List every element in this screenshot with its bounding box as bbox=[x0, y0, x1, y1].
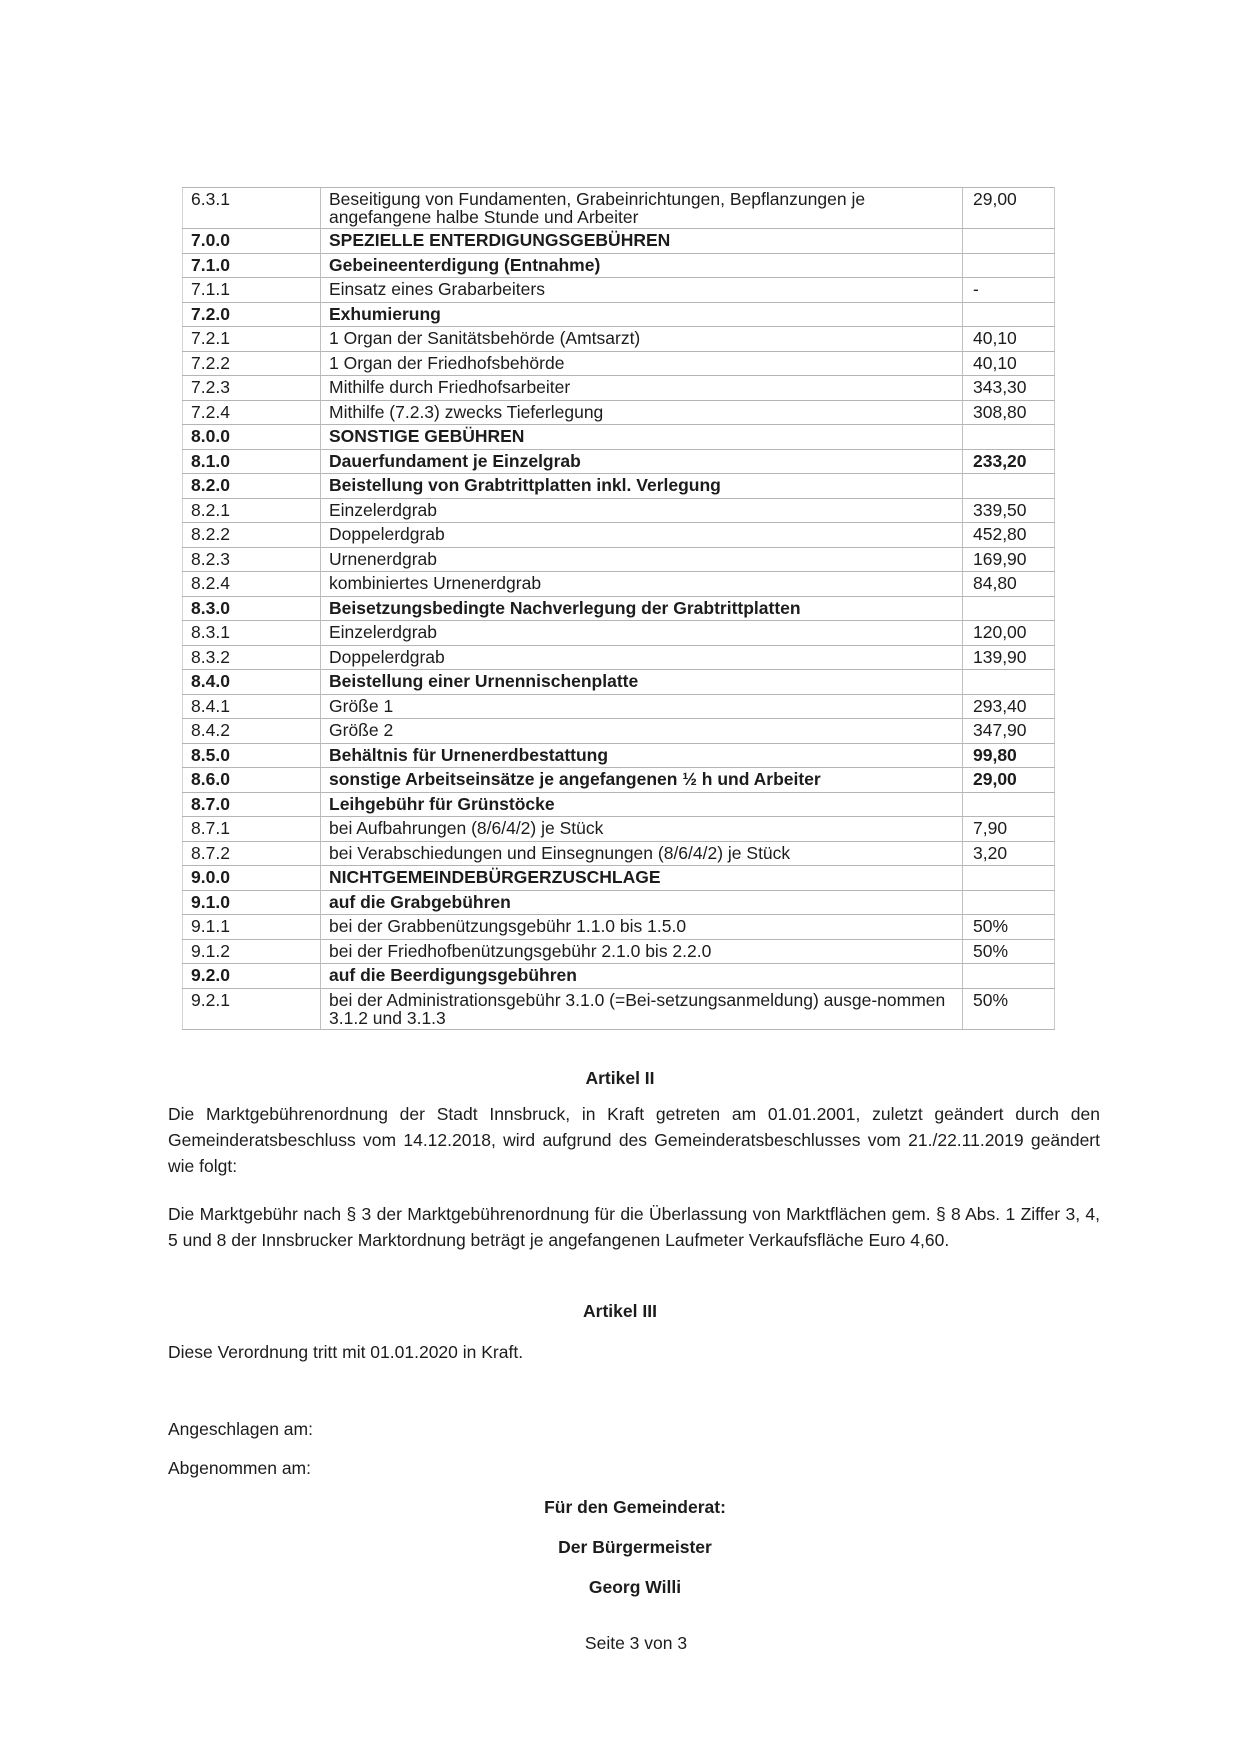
fee-amount: 99,80 bbox=[963, 743, 1055, 768]
fee-description: 1 Organ der Friedhofsbehörde bbox=[321, 351, 963, 376]
artikel-2-paragraph-1: Die Marktgebührenordnung der Stadt Innsbruck, in Kraft getreten am 01.01.2001, zuletzt geändert durch den Gemeinderatsbeschluss vom 14.12.2018, wird aufgrund des Gemeinderatsbeschlusses vom 21./22.11.2019 geändert wie folgt: bbox=[168, 1104, 1100, 1176]
fee-amount bbox=[963, 253, 1055, 278]
fee-description: Behältnis für Urnenerdbestattung bbox=[321, 743, 963, 768]
fee-code: 8.3.1 bbox=[183, 621, 321, 646]
fee-code: 9.1.0 bbox=[183, 890, 321, 915]
fee-amount bbox=[963, 596, 1055, 621]
fee-amount bbox=[963, 866, 1055, 891]
artikel-3-text: Diese Verordnung tritt mit 01.01.2020 in Kraft. bbox=[168, 1342, 524, 1362]
fee-description: Mithilfe (7.2.3) zwecks Tieferlegung bbox=[321, 400, 963, 425]
fee-description: Doppelerdgrab bbox=[321, 645, 963, 670]
fee-description: Exhumierung bbox=[321, 302, 963, 327]
fee-description: Gebeineenterdigung (Entnahme) bbox=[321, 253, 963, 278]
signature-name: Georg Willi bbox=[588, 1577, 682, 1597]
fee-code: 7.2.4 bbox=[183, 400, 321, 425]
signature-council: Für den Gemeinderat: bbox=[544, 1497, 726, 1517]
fee-amount bbox=[963, 670, 1055, 695]
fee-amount: 169,90 bbox=[963, 547, 1055, 572]
fee-code: 8.1.0 bbox=[183, 449, 321, 474]
fee-amount bbox=[963, 425, 1055, 450]
fee-row bbox=[183, 915, 1055, 940]
fee-code: 9.0.0 bbox=[183, 866, 321, 891]
fee-amount: 29,00 bbox=[963, 768, 1055, 793]
fee-row bbox=[183, 229, 1055, 254]
fee-row bbox=[183, 988, 1055, 1029]
fee-amount bbox=[963, 964, 1055, 989]
fee-amount: 452,80 bbox=[963, 523, 1055, 548]
fee-description: bei Aufbahrungen (8/6/4/2) je Stück bbox=[321, 817, 963, 842]
fee-code: 7.2.1 bbox=[183, 327, 321, 352]
fee-amount: 7,90 bbox=[963, 817, 1055, 842]
fee-code: 8.6.0 bbox=[183, 768, 321, 793]
fee-row bbox=[183, 890, 1055, 915]
fee-row bbox=[183, 327, 1055, 352]
fee-description: kombiniertes Urnenerdgrab bbox=[321, 572, 963, 597]
fee-amount: 347,90 bbox=[963, 719, 1055, 744]
fee-amount bbox=[963, 229, 1055, 254]
artikel-3-heading: Artikel III bbox=[583, 1301, 657, 1321]
fee-code: 8.7.1 bbox=[183, 817, 321, 842]
fee-description: auf die Beerdigungsgebühren bbox=[321, 964, 963, 989]
fee-amount bbox=[963, 792, 1055, 817]
fee-code: 9.2.1 bbox=[183, 988, 321, 1029]
fee-amount: 50% bbox=[963, 939, 1055, 964]
fee-row bbox=[183, 743, 1055, 768]
fee-code: 8.2.0 bbox=[183, 474, 321, 499]
fee-code: 8.7.2 bbox=[183, 841, 321, 866]
fee-description: auf die Grabgebühren bbox=[321, 890, 963, 915]
fee-row bbox=[183, 817, 1055, 842]
fee-code: 7.1.1 bbox=[183, 278, 321, 303]
fee-amount: - bbox=[963, 278, 1055, 303]
fee-code: 7.2.0 bbox=[183, 302, 321, 327]
fee-amount: 3,20 bbox=[963, 841, 1055, 866]
fee-row bbox=[183, 253, 1055, 278]
fee-amount: 339,50 bbox=[963, 498, 1055, 523]
fee-row bbox=[183, 621, 1055, 646]
fee-amount bbox=[963, 302, 1055, 327]
artikel-2-heading: Artikel II bbox=[585, 1068, 655, 1088]
fee-row bbox=[183, 768, 1055, 793]
fee-row bbox=[183, 278, 1055, 303]
fee-description: bei der Friedhofbenützungsgebühr 2.1.0 bis 2.2.0 bbox=[321, 939, 963, 964]
fee-description: Einsatz eines Grabarbeiters bbox=[321, 278, 963, 303]
fee-amount: 84,80 bbox=[963, 572, 1055, 597]
fee-description: Einzelerdgrab bbox=[321, 621, 963, 646]
fee-description: Dauerfundament je Einzelgrab bbox=[321, 449, 963, 474]
fee-description: Beistellung von Grabtrittplatten inkl. Verlegung bbox=[321, 474, 963, 499]
fee-row bbox=[183, 400, 1055, 425]
fee-description: bei der Grabbenützungsgebühr 1.1.0 bis 1.5.0 bbox=[321, 915, 963, 940]
fee-code: 9.2.0 bbox=[183, 964, 321, 989]
fee-description: Einzelerdgrab bbox=[321, 498, 963, 523]
fee-code: 8.2.4 bbox=[183, 572, 321, 597]
fee-amount: 40,10 bbox=[963, 351, 1055, 376]
fee-row bbox=[183, 670, 1055, 695]
abgenommen-label: Abgenommen am: bbox=[168, 1458, 311, 1478]
fee-code: 9.1.1 bbox=[183, 915, 321, 940]
fee-code: 9.1.2 bbox=[183, 939, 321, 964]
fee-description: Doppelerdgrab bbox=[321, 523, 963, 548]
fee-code: 8.0.0 bbox=[183, 425, 321, 450]
fee-amount: 233,20 bbox=[963, 449, 1055, 474]
fee-code: 8.4.2 bbox=[183, 719, 321, 744]
artikel-2-paragraph-2: Die Marktgebühr nach § 3 der Marktgebührenordnung für die Überlassung von Marktflächen gem. § 8 Abs. 1 Ziffer 3, 4, 5 und 8 der Innsbrucker Marktordnung beträgt je angefangenen Laufmeter Verkaufsfläche Euro 4,60. bbox=[168, 1204, 1100, 1250]
fee-description: Urnenerdgrab bbox=[321, 547, 963, 572]
fee-code: 7.1.0 bbox=[183, 253, 321, 278]
fee-code: 8.2.3 bbox=[183, 547, 321, 572]
fee-code: 7.2.3 bbox=[183, 376, 321, 401]
fee-row bbox=[183, 547, 1055, 572]
fee-code: 8.3.0 bbox=[183, 596, 321, 621]
fee-description: Größe 1 bbox=[321, 694, 963, 719]
fee-description: 1 Organ der Sanitätsbehörde (Amtsarzt) bbox=[321, 327, 963, 352]
fee-code: 7.0.0 bbox=[183, 229, 321, 254]
fee-row bbox=[183, 523, 1055, 548]
fee-description: sonstige Arbeitseinsätze je angefangenen ½ h und Arbeiter bbox=[321, 768, 963, 793]
fee-description: Größe 2 bbox=[321, 719, 963, 744]
fee-amount bbox=[963, 890, 1055, 915]
fee-row bbox=[183, 694, 1055, 719]
fee-description: Mithilfe durch Friedhofsarbeiter bbox=[321, 376, 963, 401]
fee-row bbox=[183, 474, 1055, 499]
fee-row bbox=[183, 425, 1055, 450]
fee-amount: 40,10 bbox=[963, 327, 1055, 352]
fee-row bbox=[183, 792, 1055, 817]
fee-table bbox=[182, 187, 1055, 1030]
fee-description: Beseitigung von Fundamenten, Grabeinrichtungen, Bepflanzungen je angefangene halbe Stunde und Arbeiter bbox=[321, 188, 963, 229]
fee-row bbox=[183, 719, 1055, 744]
fee-amount: 139,90 bbox=[963, 645, 1055, 670]
fee-row bbox=[183, 596, 1055, 621]
fee-amount: 120,00 bbox=[963, 621, 1055, 646]
fee-code: 8.2.1 bbox=[183, 498, 321, 523]
fee-row bbox=[183, 188, 1055, 229]
angeschlagen-label: Angeschlagen am: bbox=[168, 1419, 313, 1439]
fee-description: bei Verabschiedungen und Einsegnungen (8/6/4/2) je Stück bbox=[321, 841, 963, 866]
fee-code: 8.7.0 bbox=[183, 792, 321, 817]
fee-description: SONSTIGE GEBÜHREN bbox=[321, 425, 963, 450]
fee-row bbox=[183, 498, 1055, 523]
fee-row bbox=[183, 645, 1055, 670]
fee-amount: 343,30 bbox=[963, 376, 1055, 401]
fee-code: 8.5.0 bbox=[183, 743, 321, 768]
fee-amount bbox=[963, 474, 1055, 499]
fee-row bbox=[183, 866, 1055, 891]
fee-amount: 50% bbox=[963, 915, 1055, 940]
fee-row bbox=[183, 376, 1055, 401]
fee-code: 8.2.2 bbox=[183, 523, 321, 548]
page-number: Seite 3 von 3 bbox=[584, 1633, 688, 1653]
fee-amount: 308,80 bbox=[963, 400, 1055, 425]
fee-code: 8.3.2 bbox=[183, 645, 321, 670]
fee-row bbox=[183, 939, 1055, 964]
fee-code: 7.2.2 bbox=[183, 351, 321, 376]
fee-description: SPEZIELLE ENTERDIGUNGSGEBÜHREN bbox=[321, 229, 963, 254]
fee-description: Leihgebühr für Grünstöcke bbox=[321, 792, 963, 817]
fee-row bbox=[183, 449, 1055, 474]
fee-table-body bbox=[183, 188, 1055, 1030]
fee-amount: 293,40 bbox=[963, 694, 1055, 719]
fee-amount: 50% bbox=[963, 988, 1055, 1029]
fee-row bbox=[183, 302, 1055, 327]
fee-row bbox=[183, 351, 1055, 376]
fee-row bbox=[183, 572, 1055, 597]
fee-amount: 29,00 bbox=[963, 188, 1055, 229]
fee-code: 8.4.1 bbox=[183, 694, 321, 719]
fee-code: 8.4.0 bbox=[183, 670, 321, 695]
fee-code: 6.3.1 bbox=[183, 188, 321, 229]
fee-description: Beistellung einer Urnennischenplatte bbox=[321, 670, 963, 695]
fee-row bbox=[183, 964, 1055, 989]
fee-description: Beisetzungsbedingte Nachverlegung der Grabtrittplatten bbox=[321, 596, 963, 621]
fee-description: bei der Administrationsgebühr 3.1.0 (=Bei-setzungsanmeldung) ausge-nommen 3.1.2 und 3.1.3 bbox=[321, 988, 963, 1029]
fee-row bbox=[183, 841, 1055, 866]
fee-description: NICHTGEMEINDEBÜRGERZUSCHLAGE bbox=[321, 866, 963, 891]
signature-title: Der Bürgermeister bbox=[558, 1537, 712, 1557]
